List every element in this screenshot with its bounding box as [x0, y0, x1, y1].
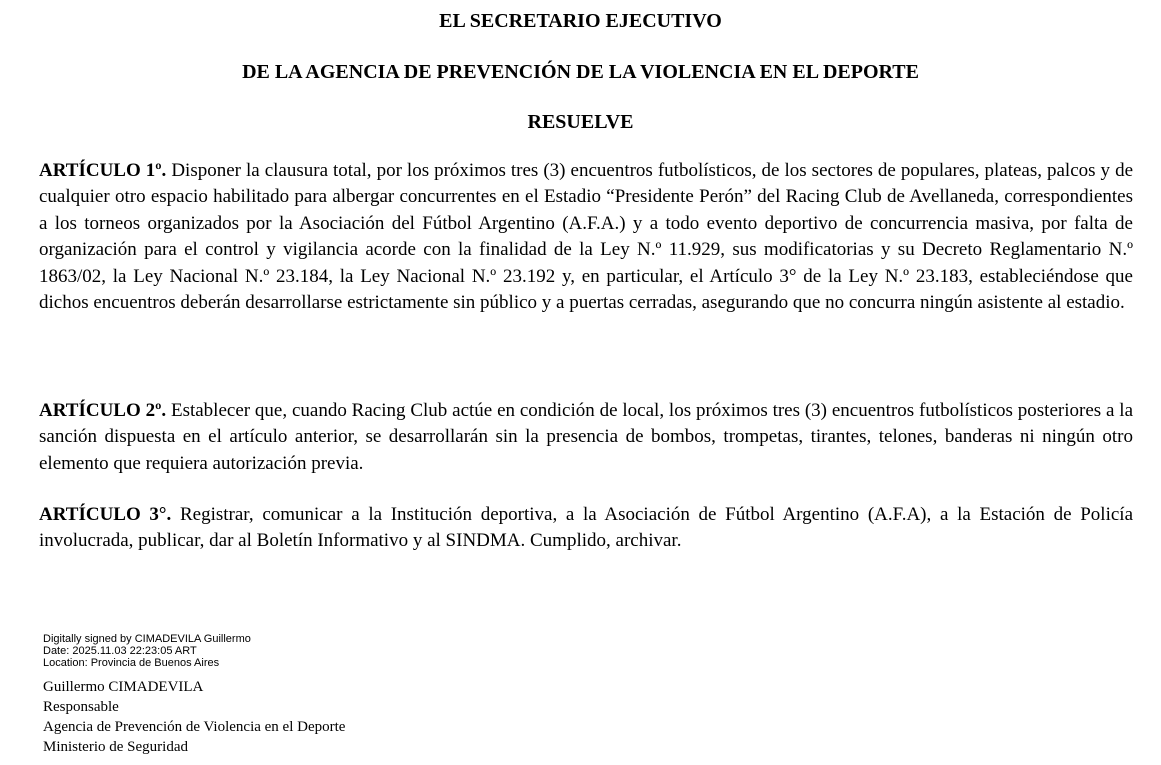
signature-signed-by: Digitally signed by CIMADEVILA Guillermo [43, 633, 251, 645]
signature-location: Location: Provincia de Buenos Aires [43, 657, 220, 669]
signer-block [43, 677, 345, 757]
signer-name: Guillermo CIMADEVILA [43, 679, 204, 695]
article-1 [39, 158, 1133, 316]
heading-resuelve: RESUELVE [527, 111, 634, 133]
signer-role: Responsable [43, 699, 119, 715]
article-2-text: Establecer que, cuando Racing Club actúe en condición de local, los próximos tres (3) encuentros futbolísticos posteriores a la sanción dispuesta en el artículo anterior, se desarrollarán sin la presencia de bombos, trompetas, tirantes, telones, banderas ni ningún otro elemento que requiera autorización previa. [39, 400, 1133, 474]
signer-ministry: Ministerio de Seguridad [43, 739, 188, 755]
article-2 [39, 398, 1133, 477]
article-1-label: ARTÍCULO 1º. [39, 160, 167, 181]
signer-agency: Agencia de Prevención de Violencia en el Deporte [43, 719, 346, 735]
article-3-label: ARTÍCULO 3°. [39, 504, 172, 525]
digital-signature-block [43, 633, 251, 669]
signature-date: Date: 2025.11.03 22:23:05 ART [43, 645, 197, 657]
heading-agencia: DE LA AGENCIA DE PREVENCIÓN DE LA VIOLENCIA EN EL DEPORTE [242, 61, 919, 83]
article-2-label: ARTÍCULO 2º. [39, 400, 167, 421]
heading-secretario: EL SECRETARIO EJECUTIVO [439, 10, 722, 32]
article-1-text: Disponer la clausura total, por los próximos tres (3) encuentros futbolísticos, de los sectores de populares, plateas, palcos y de cualquier otro espacio habilitado para albergar concurrentes en el Estadio “Presidente Perón” del Racing Club de Avellaneda, correspondientes a los torneos organizados por la Asociación del Fútbol Argentino (A.F.A.) y a todo evento deportivo de concurrencia masiva, por falta de organización para el control y vigilancia acorde con la finalidad de la Ley N.º 11.929, sus modificatorias y su Decreto Reglamentario N.º 1863/02, la Ley Nacional N.º 23.184, la Ley Nacional N.º 23.192 y, en particular, el Artículo 3° de la Ley N.º 23.183, estableciéndose que dichos encuentros deberán desarrollarse estrictamente sin público y a puertas cerradas, asegurando que no concurra ningún asistente al estadio. [39, 160, 1134, 314]
article-3-text: Registrar, comunicar a la Institución deportiva, a la Asociación de Fútbol Argentino (A.F.A), a la Estación de Policía involucrada, publicar, dar al Boletín Informativo y al SINDMA. Cumplido, archivar. [39, 504, 1133, 552]
article-3 [39, 502, 1133, 555]
